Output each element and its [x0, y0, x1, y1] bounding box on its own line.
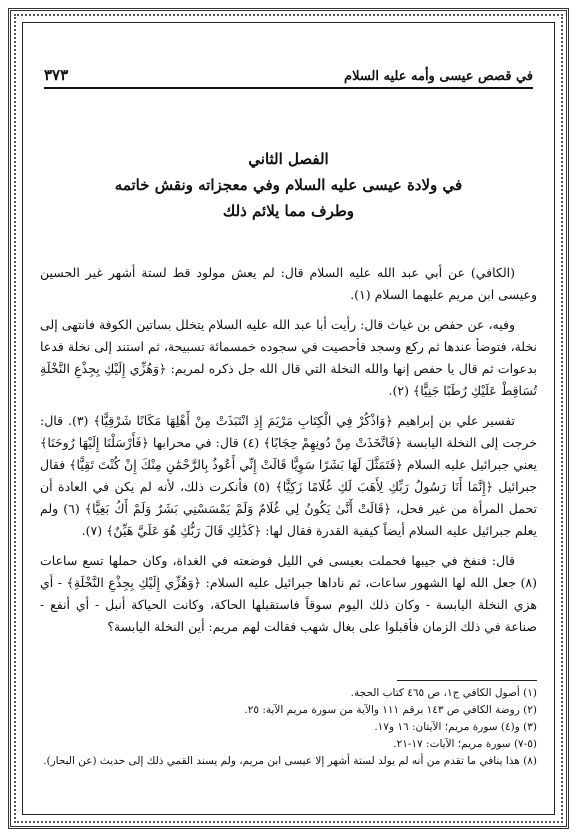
page-number: ٣٧٣: [44, 66, 69, 84]
chapter-title-line-2: وطرف مما يلائم ذلك: [222, 202, 355, 220]
chapter-heading: [44, 150, 533, 224]
paragraph-2: وفيه، عن حفص بن غياث قال: رأيت أبا عبد الله عليه السلام يتخلل بساتين الكوفة فانتهى إلى نخلة، فتوضأ عندها ثم ركع وسجد فأحصيت في سجوده خمسمائة تسبيحة، ثم استند إلى نخلة فدعا بدعوات ثم قال يا حفص إنها والله النخلة التي قال الله جل ذكره لمريم: ﴿وَهُزِّي إِلَيْكِ بِجِذْعِ النَّخْلَةِ تُسَاقِطْ عَلَيْكِ رُطَبًا جَنِيًّا﴾ (٢).: [40, 317, 537, 398]
paragraph-1: (الكافي) عن أبي عبد الله عليه السلام قال: لم يعش مولود قط لستة أشهر غير الحسين وعيسى ابن مريم عليهما السلام (١).: [40, 265, 537, 302]
footnote-3: (٣) و(٤) سورة مريم؛ الآيتان: ١٦ و١٧.: [374, 721, 537, 733]
running-header: [44, 58, 533, 89]
body-text: [40, 262, 537, 646]
footnote-2: (٢) روضة الكافي ص ١٤٣ برقم ١١١ والآية من سورة مريم الآية: ٢٥.: [244, 704, 537, 716]
footnote-1: (١) أصول الكافي ج١، ص ٤٦٥ كتاب الحجة.: [350, 687, 537, 699]
paragraph-4: قال: فنفخ في جيبها فحملت بعيسى في الليل فوضعته في الغداة، وكان حملها تسع ساعات (٨) جعل الله لها الشهور ساعات، ثم ناداها جبرائيل عليه السلام: ﴿وَهُزِّي إِلَيْكِ بِجِذْعِ النَّخْلَةِ﴾ - أي هزي النخلة اليابسة - وكان ذلك اليوم سوقاً فاستقبلها الحاكة، وكانت الحياكة أنبل - أي أنفع - صناعة في ذلك الزمان فأقبلوا على بغال شهب فقالت لهم مريم: أين النخلة اليابسة؟: [40, 553, 537, 634]
paragraph-3: تفسير علي بن إبراهيم ﴿وَاذْكُرْ فِي الْكِتَابِ مَرْيَمَ إِذِ انْتَبَذَتْ مِنْ أَهْلِهَا مَكَانًا شَرْقِيًّا﴾ (٣). قال: خرجت إلى النخلة اليابسة ﴿فَاتَّخَذَتْ مِنْ دُونِهِمْ حِجَابًا﴾ (٤) قال: في محرابها ﴿فَأَرْسَلْنَا إِلَيْهَا رُوحَنَا﴾ يعني جبرائيل عليه السلام ﴿فَتَمَثَّلَ لَهَا بَشَرًا سَوِيًّا قَالَتْ إِنِّي أَعُوذُ بِالرَّحْمَٰنِ مِنْكَ إِنْ كُنْتَ تَقِيًّا﴾ فقال جبرائيل ﴿إِنَّمَا أَنَا رَسُولُ رَبِّكِ لِأَهَبَ لَكِ غُلَامًا زَكِيًّا﴾ (٥) فأنكرت ذلك، لأنه لم يكن في العادة أن تحمل المرأة من غير فحل، ﴿قَالَتْ أَنَّىٰ يَكُونُ لِي غُلَامٌ وَلَمْ يَمْسَسْنِي بَشَرٌ وَلَمْ أَكُ بَغِيًّا﴾ (٦) ولم يعلم جبرائيل عليه السلام أيضاً كيفية القدرة فقال لها: ﴿كَذَٰلِكِ قَالَ رَبُّكِ هُوَ عَلَيَّ هَيِّنٌ﴾ (٧).: [40, 413, 538, 538]
footnote-5: (٨) هذا ينافي ما تقدم من أنه لم يولد لستة أشهر إلا عيسى ابن مريم، ولم يسند القمي ذلك إلى حديث (عن البحار).: [43, 755, 537, 767]
chapter-number-title: الفصل الثاني: [248, 150, 329, 168]
footnote-4: (٥-٧) سورة مريم؛ الآيات: ١٧-٢١.: [393, 738, 537, 750]
footnote-rule: [397, 680, 537, 681]
chapter-title-line-1: في ولادة عيسى عليه السلام وفي معجزاته ونقش خاتمه: [114, 176, 463, 194]
running-header-title: في قصص عيسى وأمه عليه السلام: [344, 69, 533, 84]
footnotes: [40, 680, 537, 770]
